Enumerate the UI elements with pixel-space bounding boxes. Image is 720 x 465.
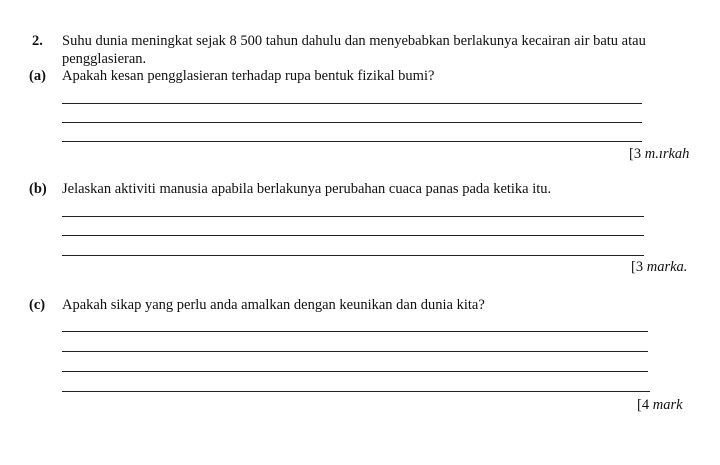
answer-line[interactable] (62, 141, 642, 142)
answer-line[interactable] (62, 371, 648, 372)
part-c-question: Apakah sikap yang perlu anda amalkan dengan keunikan dan dunia kita? (62, 297, 485, 313)
marks-bracket: [3 (629, 146, 645, 162)
part-a-question: Apakah kesan pengglasieran terhadap rupa bentuk fizikal bumi? (62, 68, 435, 84)
answer-line[interactable] (62, 235, 644, 236)
answer-line[interactable] (62, 391, 650, 392)
part-a-label: (a) (29, 68, 46, 84)
part-a-marks (629, 146, 689, 163)
part-b-question: Jelaskan aktiviti manusia apabila berlakunya perubahan cuaca panas pada ketika itu. (62, 181, 552, 197)
marks-bracket: [3 (631, 259, 647, 275)
part-c-label: (c) (29, 297, 46, 313)
part-b-label: (b) (29, 181, 47, 197)
question-number: 2. (32, 33, 43, 49)
answer-line[interactable] (62, 103, 642, 104)
question-intro-line2: pengglasieran. (62, 51, 147, 67)
marks-word: m.ırkah (644, 146, 690, 162)
answer-line[interactable] (62, 216, 644, 217)
answer-line[interactable] (62, 351, 648, 352)
part-c-marks (637, 397, 683, 414)
answer-line[interactable] (62, 331, 648, 332)
marks-word: mark (652, 397, 683, 413)
answer-line[interactable] (62, 255, 644, 256)
marks-word: marka. (646, 259, 688, 275)
question-intro-line1: Suhu dunia meningkat sejak 8 500 tahun dahulu dan menyebabkan berlakunya kecairan air batu atau (62, 33, 646, 49)
part-b-marks (631, 259, 687, 276)
answer-line[interactable] (62, 122, 642, 123)
marks-bracket: [4 (637, 397, 653, 413)
